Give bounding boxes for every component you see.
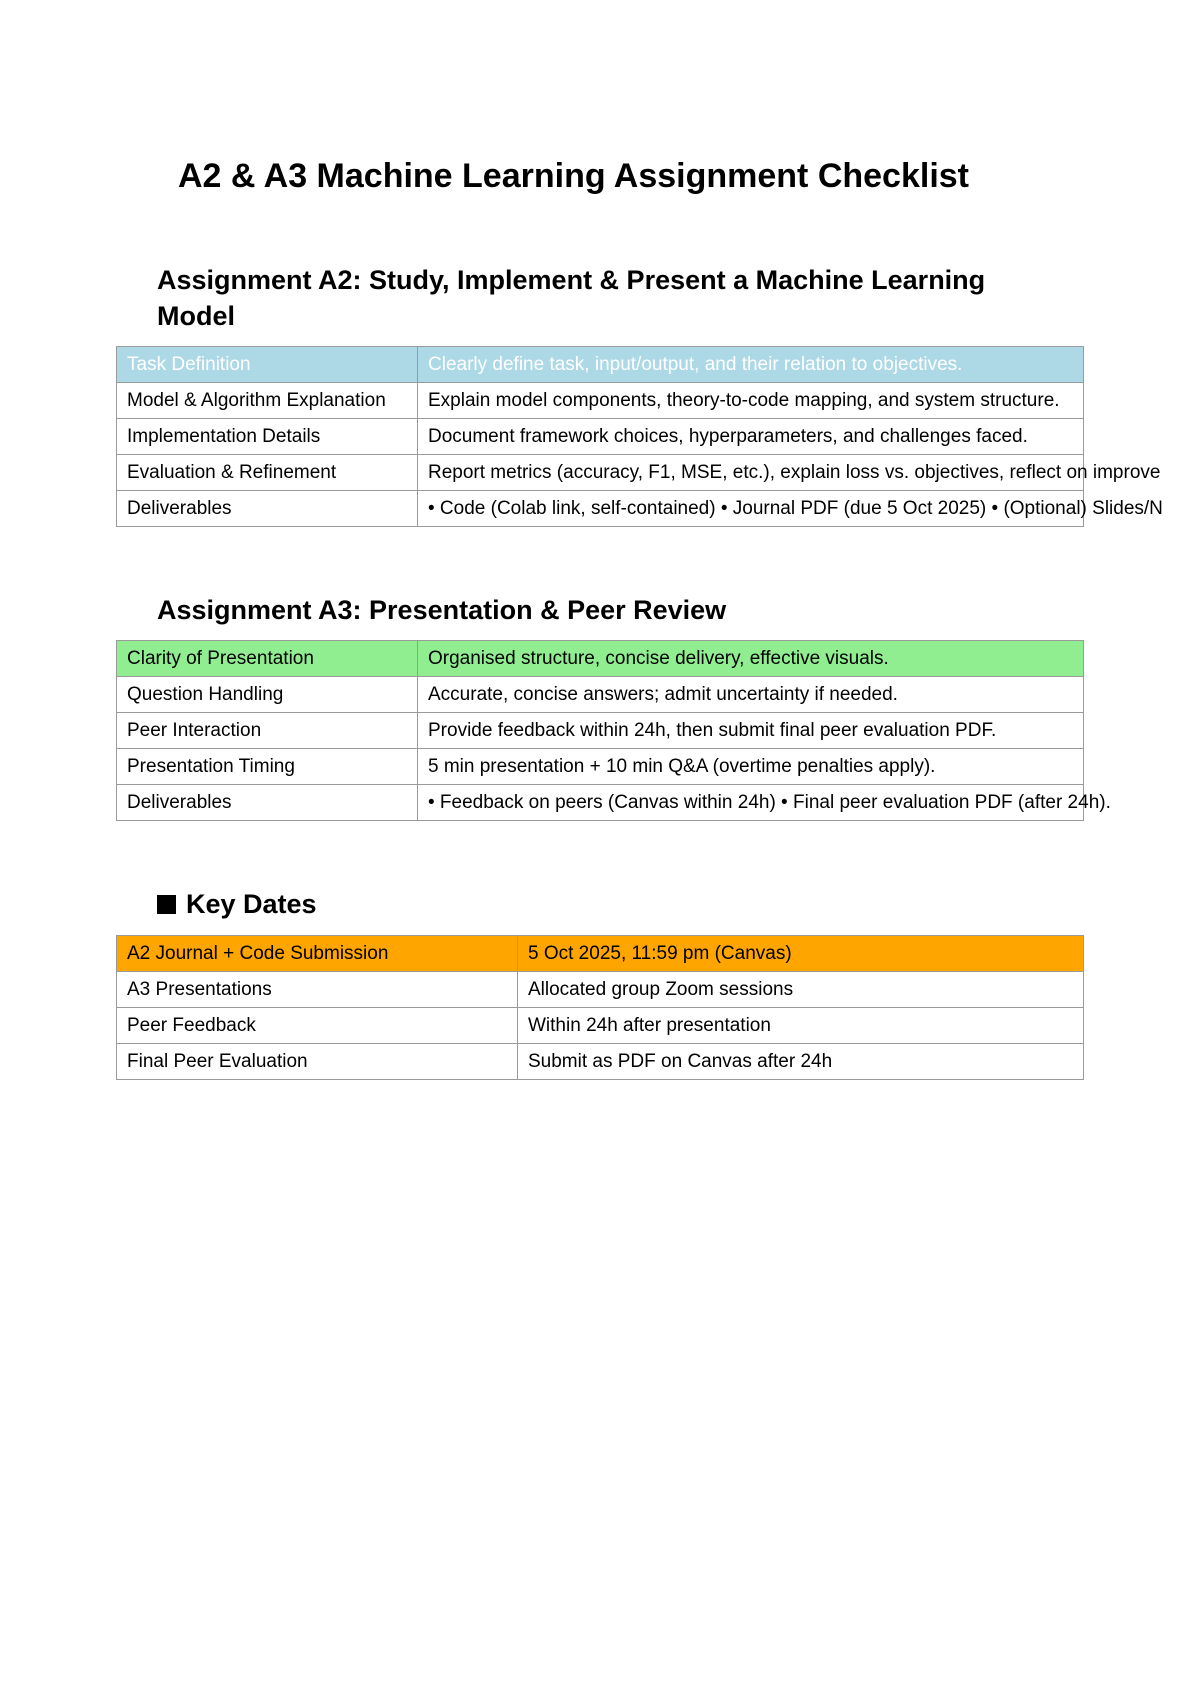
table-row (117, 713, 1084, 749)
a2-detail-cell: Clearly define task, input/output, and their relation to objectives. (418, 347, 1084, 383)
table-row (117, 347, 1084, 383)
a2-detail-cell (418, 491, 1163, 527)
table-row (117, 419, 1084, 455)
date-detail-cell: 5 Oct 2025, 11:59 pm (Canvas) (518, 936, 1084, 972)
a2-detail-text: Explain model components, theory-to-code mapping, and system structure. (428, 389, 1060, 411)
a2-detail-text: • Code (Colab link, self-contained) • Journal PDF (due 5 Oct 2025) • (Optional) Slides/N (428, 497, 1163, 519)
date-item-cell: A2 Journal + Code Submission (117, 936, 518, 972)
a2-item-cell: Evaluation & Refinement (117, 455, 418, 491)
date-detail-cell: Allocated group Zoom sessions (518, 972, 1084, 1008)
table-row (117, 455, 1084, 491)
key-dates-table (116, 935, 1084, 1080)
table-row (117, 641, 1084, 677)
date-item-cell: Peer Feedback (117, 1008, 518, 1044)
a2-detail-cell (418, 383, 1084, 419)
black-square-icon (157, 895, 176, 914)
a3-item-cell: Deliverables (117, 785, 418, 821)
a3-detail-cell: Organised structure, concise delivery, effective visuals. (418, 641, 1084, 677)
a2-detail-text: Report metrics (accuracy, F1, MSE, etc.), explain loss vs. objectives, reflect on improve (428, 461, 1161, 483)
key-dates-heading (157, 886, 317, 922)
table-row (117, 383, 1084, 419)
a2-item-cell: Implementation Details (117, 419, 418, 455)
a2-checklist-table (116, 346, 1163, 527)
table-row (117, 491, 1084, 527)
a3-heading: Assignment A3: Presentation & Peer Review (157, 595, 727, 625)
table-row (117, 936, 1084, 972)
a2-detail-cell: Document framework choices, hyperparameters, and challenges faced. (418, 419, 1084, 455)
a3-detail-cell: Provide feedback within 24h, then submit final peer evaluation PDF. (418, 713, 1084, 749)
date-detail-cell: Submit as PDF on Canvas after 24h (518, 1044, 1084, 1080)
table-row (117, 1044, 1084, 1080)
document-title: A2 & A3 Machine Learning Assignment Checklist (178, 157, 969, 195)
table-row (117, 1008, 1084, 1044)
key-dates-heading-text: Key Dates (186, 889, 317, 919)
a3-item-cell: Presentation Timing (117, 749, 418, 785)
a3-item-cell: Peer Interaction (117, 713, 418, 749)
a2-item-cell: Model & Algorithm Explanation (117, 383, 418, 419)
a3-detail-cell (418, 785, 1111, 821)
a2-item-cell: Task Definition (117, 347, 418, 383)
a2-heading: Assignment A2: Study, Implement & Present a Machine Learning Model (157, 265, 986, 331)
date-item-cell: Final Peer Evaluation (117, 1044, 518, 1080)
a2-item-cell: Deliverables (117, 491, 418, 527)
a3-detail-cell: 5 min presentation + 10 min Q&A (overtime penalties apply). (418, 749, 1084, 785)
date-detail-cell: Within 24h after presentation (518, 1008, 1084, 1044)
a3-detail-text: • Feedback on peers (Canvas within 24h) • Final peer evaluation PDF (after 24h). (428, 791, 1111, 813)
date-item-cell: A3 Presentations (117, 972, 518, 1008)
table-row (117, 972, 1084, 1008)
table-row (117, 677, 1084, 713)
a2-detail-cell (418, 455, 1161, 491)
a3-checklist-table (116, 640, 1111, 821)
a3-item-cell: Clarity of Presentation (117, 641, 418, 677)
a3-item-cell: Question Handling (117, 677, 418, 713)
table-row (117, 749, 1084, 785)
a3-detail-cell: Accurate, concise answers; admit uncertainty if needed. (418, 677, 1084, 713)
table-row (117, 785, 1084, 821)
